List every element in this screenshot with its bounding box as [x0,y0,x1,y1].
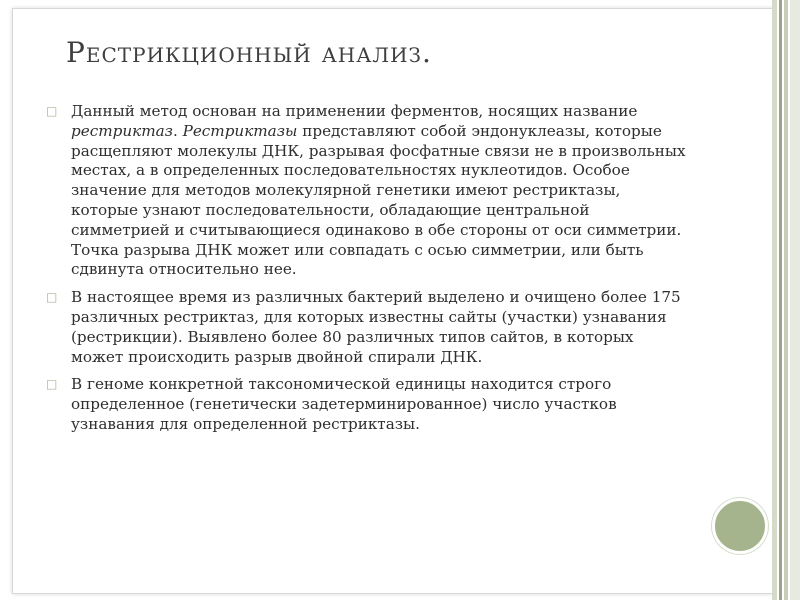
stripe [790,0,800,600]
bullet-item-3 [46,375,686,434]
bullet-icon: □ [46,104,58,118]
bullet-icon: □ [46,290,58,305]
bullet-item-1 [46,102,686,280]
term-restrictases: Рестриктазы [182,121,298,140]
stripe [779,0,782,600]
decorative-stripes [772,0,800,600]
bullet-text: Данный метод основан на применении ферментов, носящих название [71,102,638,120]
bullet-text: В геноме конкретной таксономической единицы находится строго определенное (генетически задетерминированное) число участков узнавания для определенной рестриктазы. [71,375,617,433]
bullet-text: представляют собой эндонуклеазы, которые расщепляют молекулы ДНК, разрывая фосфатные связи не в произвольных местах, а в определенных последовательностях нуклеотидов. Особое значение для методов молекулярной генетики имеют рестриктазы, которые узнают последовательности, обладающие центральной симметрией и считывающиеся одинаково в обе стороны от оси симметрии. Точка разрыва ДНК может или совпадать с осью симметрии, или быть сдвинута относительно нее. [71,121,686,279]
stripe [772,0,777,600]
bullet-text: . [172,121,183,140]
term-restrictases-genitive: рестриктаз [71,121,173,140]
slide-title: Рестрикционный анализ. [66,36,432,69]
bullet-icon: □ [46,377,58,392]
decorative-circle [712,498,768,554]
stripe [784,0,788,600]
bullet-item-2 [46,288,686,367]
bullet-list [46,102,686,443]
bullet-text: В настоящее время из различных бактерий выделено и очищено более 175 различных рестриктаз, для которых известны сайты (участки) узнавания (рестрикции). Выявлено более 80 различных типов сайтов, в которых может происходить разрыв двойной спирали ДНК. [71,288,681,366]
